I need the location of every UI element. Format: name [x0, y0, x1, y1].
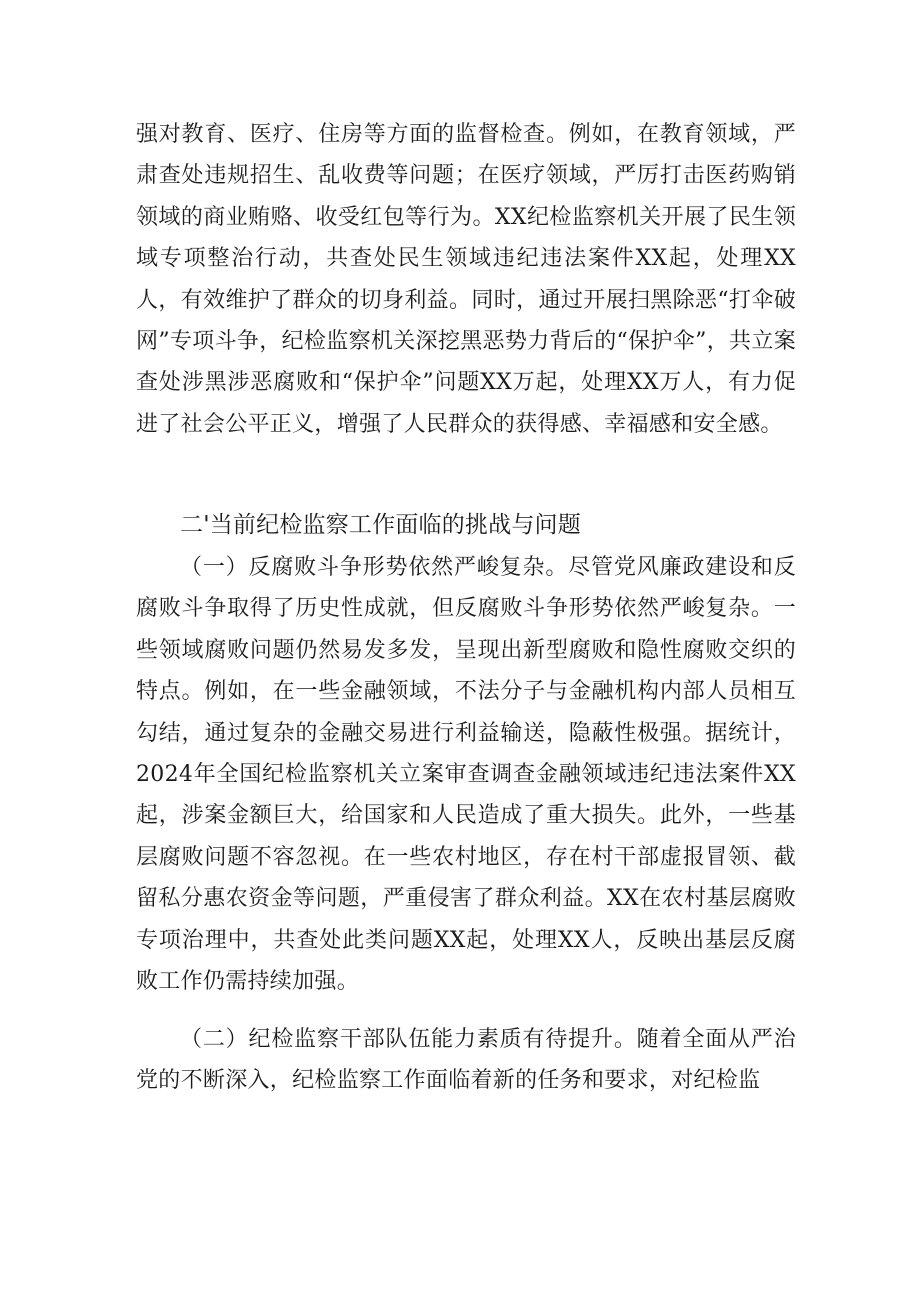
paragraph-challenge-2: （二）纪检监察干部队伍能力素质有待提升。随着全面从严治党的不断深入，纪检监察工作面临着新的任务和要求，对纪检监 [136, 1027, 796, 1094]
paragraph-continued: 强对教育、医疗、住房等方面的监督检查。例如，在教育领域，严肃查处违规招生、乱收费等问题；在医疗领域，严厉打击医药购销领域的商业贿赂、收受红包等行为。XX纪检监察机关开展了民生领域专项整治行动，共查处民生领域违纪违法案件XX起，处理XX人，有效维护了群众的切身利益。同时，通过开展扫黑除恶“打伞破网”专项斗争，纪检监察机关深挖黑恶势力背后的“保护伞”，共立案查处涉黑涉恶腐败和“保护伞”问题XX万起，处理XX万人，有力促进了社会公平正义，增强了人民群众的获得感、幸福感和安全感。 [136, 122, 796, 437]
section-heading-2: 二'当前纪检监察工作面临的挑战与问题 [180, 512, 581, 538]
paragraph-challenge-1: （一）反腐败斗争形势依然严峻复杂。尽管党风廉政建设和反腐败斗争取得了历史性成就，但反腐败斗争形势依然严峻复杂。一些领域腐败问题仍然易发多发，呈现出新型腐败和隐性腐败交织的特点。例如，在一些金融领域，不法分子与金融机构内部人员相互勾结，通过复杂的金融交易进行利益输送，隐蔽性极强。据统计，2024年全国纪检监察机关立案审查调查金融领域违纪违法案件XX起，涉案金额巨大，给国家和人民造成了重大损失。此外，一些基层腐败问题不容忽视。在一些农村地区，存在村干部虚报冒领、截留私分惠农资金等问题，严重侵害了群众利益。XX在农村基层腐败专项治理中，共查处此类问题XX起，处理XX人，反映出基层反腐败工作仍需持续加强。 [136, 555, 796, 995]
